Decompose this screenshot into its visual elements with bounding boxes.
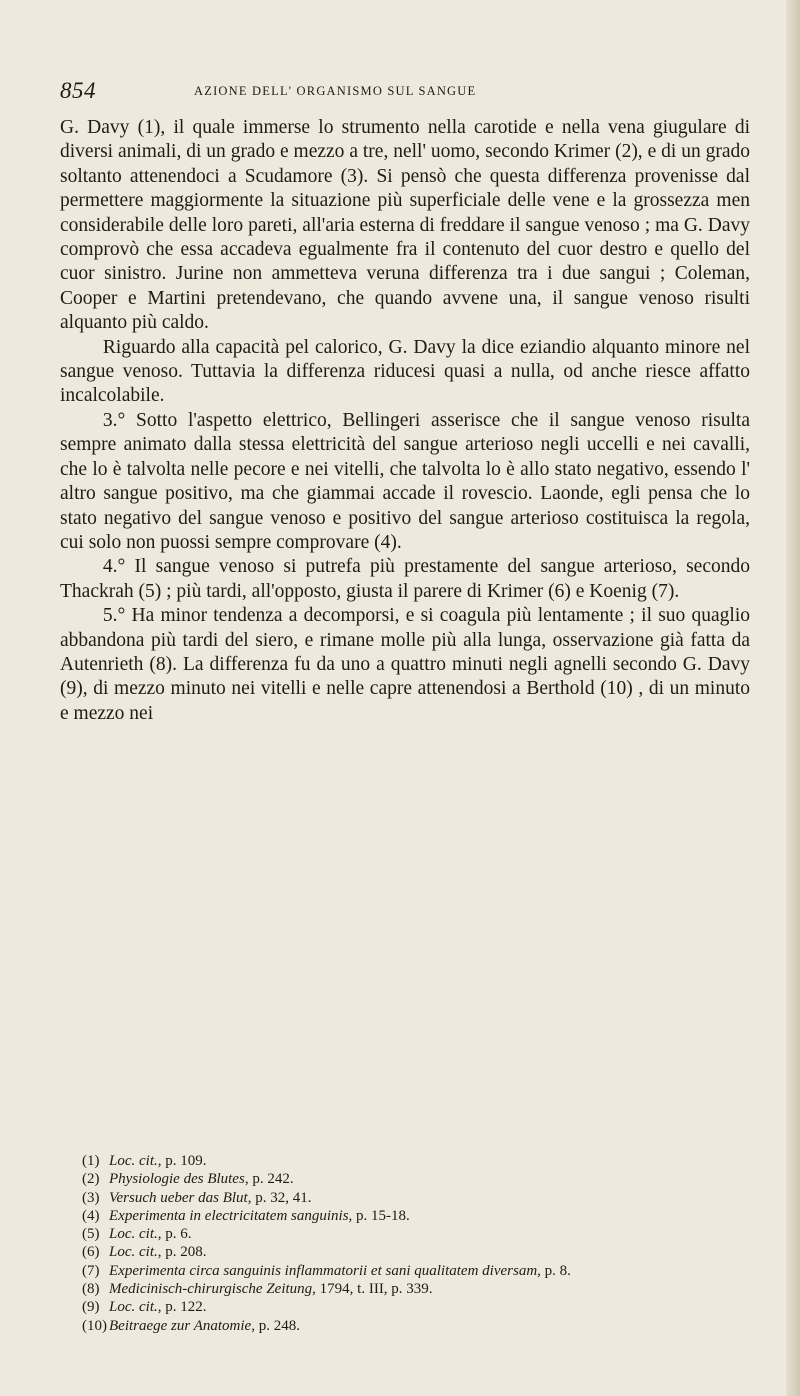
- footnote-text: [109, 1317, 750, 1335]
- paragraph: G. Davy (1), il quale immerse lo strumento nella carotide e nella vena giugulare di diversi animali, di un grado e mezzo a tre, nell' uomo, secondo Krimer (2), e di un grado soltanto attenendoci a Scudamore (3). Si pensò che questa differenza provenisse dal permettere maggiormente la situazione più superficiale delle vene e la grossezza men considerabile delle loro pareti, all'aria esterna di freddare il sangue venoso ; ma G. Davy comprovò che essa accadeva egualmente fra il contenuto del cuor destro e quello del cuor sinistro. Jurine non ammetteva veruna differenza tra i due sangui ; Coleman, Cooper e Martini pretendevano, che quando avvene una, il sangue venoso risulti alquanto più caldo.: [60, 117, 750, 334]
- page-header: [60, 78, 750, 114]
- footnote-title: Loc. cit.: [109, 1244, 158, 1261]
- footnote-title: Versuch ueber das Blut: [109, 1189, 248, 1206]
- running-title: AZIONE DELL' ORGANISMO SUL SANGUE: [194, 84, 477, 98]
- footnote-ref: , 1794, t. III, p. 339.: [312, 1281, 433, 1298]
- footnote-ref: , p. 15-18.: [348, 1207, 410, 1224]
- footnote-text: [109, 1262, 750, 1280]
- footnotes: [60, 1152, 750, 1335]
- footnote-title: Medicinisch-chirurgische Zeitung: [109, 1281, 313, 1298]
- footnote-text: [109, 1170, 750, 1188]
- footnote: [60, 1225, 750, 1243]
- footnote-ref: , p. 122.: [157, 1299, 207, 1316]
- footnote: [60, 1317, 750, 1335]
- footnote: [60, 1189, 750, 1207]
- page-number: 854: [60, 78, 96, 103]
- footnote-text: [109, 1243, 750, 1261]
- footnote-ref: , p. 248.: [251, 1317, 300, 1334]
- footnote-ref: , p. 242.: [244, 1171, 294, 1188]
- paragraph: Riguardo alla capacità pel calorico, G. Davy la dice eziandio alquanto minore nel sangue venoso. Tuttavia la differenza riducesi quasi a nulla, od anche riesce affatto incalcolabile.: [60, 336, 750, 407]
- footnote-title: Loc. cit.: [109, 1299, 158, 1316]
- footnote-text: [109, 1152, 750, 1170]
- footnote-text: [109, 1189, 750, 1207]
- footnote-number: (5): [82, 1226, 100, 1243]
- footnote-number: (4): [82, 1207, 100, 1224]
- body-text: [60, 116, 750, 726]
- footnote-title: Loc. cit.: [109, 1226, 158, 1243]
- footnote: [60, 1243, 750, 1261]
- footnote-text: [109, 1225, 750, 1243]
- footnote-number: (10): [82, 1317, 107, 1334]
- footnote-title: Experimenta in electricitatem sanguinis: [109, 1207, 349, 1224]
- footnote-text: [109, 1298, 750, 1316]
- paragraph: 3.° Sotto l'aspetto elettrico, Bellingeri asserisce che il sangue venoso risulta sempre animato dalla stessa elettricità del sangue arterioso negli uccelli e nei cavalli, che lo è talvolta nelle pecore e nei vitelli, che talvolta lo è allo stato negativo, essendo l' altro sangue positivo, ma che giammai accade il rovescio. Laonde, egli pensa che lo stato negativo del sangue venoso e positivo del sangue arterioso costituisca la regola, cui solo non puossi sempre comprovare (4).: [60, 409, 750, 553]
- footnote-title: Loc. cit.: [109, 1153, 158, 1169]
- footnote: [60, 1262, 750, 1280]
- paragraph: 5.° Ha minor tendenza a decomporsi, e si coagula più lentamente ; il suo quaglio abbandona più tardi del siero, e rimane molle più alla lunga, osservazione già fatta da Autenrieth (8). La differenza fu da uno a quattro minuti negli agnelli secondo G. Davy (9), di mezzo minuto nei vitelli e nelle capre attenendosi a Berthold (10) , di un minuto e mezzo nei: [60, 605, 750, 724]
- footnote: [60, 1298, 750, 1316]
- footnote-ref: , p. 8.: [537, 1262, 571, 1279]
- footnote-text: [109, 1207, 750, 1225]
- footnote-number: (7): [82, 1262, 100, 1279]
- footnote-text: [109, 1280, 750, 1298]
- footnote: [60, 1207, 750, 1225]
- footnote: [60, 1152, 750, 1170]
- footnote-title: Experimenta circa sanguinis inflammatorii et sani qualitatem diversam: [109, 1262, 538, 1279]
- footnote-ref: , p. 109.: [157, 1153, 207, 1169]
- footnote-number: (9): [82, 1299, 100, 1316]
- footnote-number: (1): [82, 1153, 100, 1169]
- page-edge: [786, 0, 800, 1396]
- footnote-number: (8): [82, 1281, 100, 1298]
- footnote-number: (3): [82, 1189, 100, 1206]
- footnote-title: Beitraege zur Anatomie: [109, 1317, 252, 1334]
- footnote-title: Physiologie des Blutes: [109, 1171, 245, 1188]
- footnote-ref: , p. 32, 41.: [247, 1189, 312, 1206]
- footnote-number: (6): [82, 1244, 100, 1261]
- footnote-number: (2): [82, 1171, 100, 1188]
- footnote-ref: , p. 208.: [157, 1244, 207, 1261]
- footnote: [60, 1170, 750, 1188]
- footnote: [60, 1280, 750, 1298]
- paragraph: 4.° Il sangue venoso si putrefa più prestamente del sangue arterioso, secondo Thackrah (5) ; più tardi, all'opposto, giusta il parere di Krimer (6) e Koenig (7).: [60, 556, 750, 602]
- footnote-ref: , p. 6.: [157, 1226, 192, 1243]
